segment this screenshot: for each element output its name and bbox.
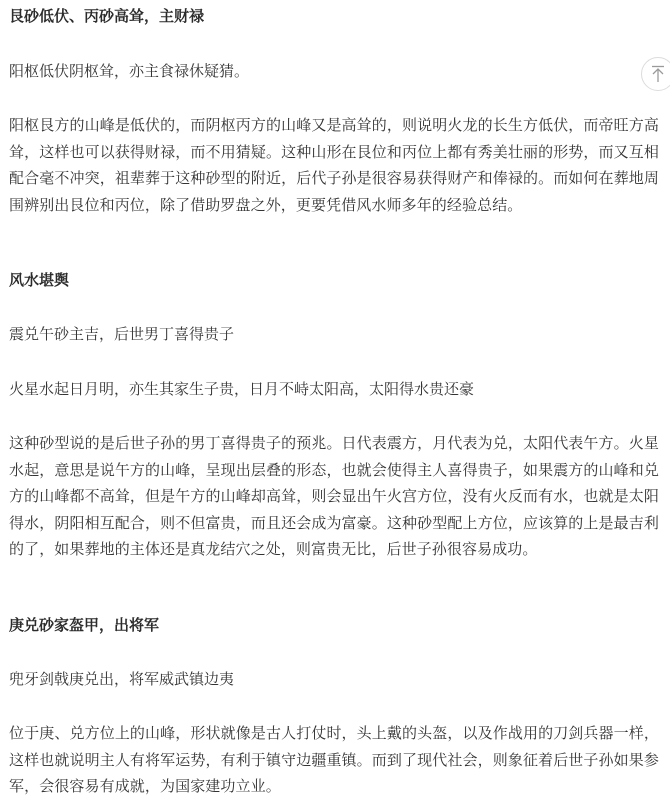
body-paragraph: 位于庚、兑方位上的山峰，形状就像是古人打仗时，头上戴的头盔，以及作战用的刀剑兵器一样，这样也就说明主人有将军运势，有利于镇守边疆重镇。而到了现代社会，则象征着后世子孙如果参军，会很容易有成就，为国家建功立业。 <box>9 724 659 795</box>
verse-line: 阳枢低伏阴枢耸，亦主食禄休疑猜。 <box>9 62 250 80</box>
verse-line: 震兑午砂主吉，后世男丁喜得贵子 <box>9 325 235 343</box>
section-heading: 艮砂低伏、丙砂高耸，主财禄 <box>9 7 205 25</box>
section-heading: 庚兑砂家盔甲，出将军 <box>9 616 160 634</box>
section-heading: 风水堪舆 <box>9 271 70 289</box>
scroll-to-top-button[interactable] <box>641 57 670 91</box>
verse-line: 兜牙剑戟庚兑出，将军威武镇边夷 <box>9 670 235 688</box>
body-paragraph: 阳枢艮方的山峰是低伏的，而阴枢丙方的山峰又是高耸的，则说明火龙的长生方低伏，而帝旺方高耸，这样也可以获得财禄，而不用猜疑。这种山形在艮位和丙位上都有秀美壮丽的形势，而又互相配合毫不冲突，祖辈葬于这种砂型的附近，后代子孙是很容易获得财产和俸禄的。而如何在葬地周围辨别出艮位和丙位，除了借助罗盘之外，更要凭借风水师多年的经验总结。 <box>9 116 659 214</box>
body-paragraph: 这种砂型说的是后世子孙的男丁喜得贵子的预兆。日代表震方，月代表为兑，太阳代表午方。火星水起，意思是说午方的山峰，呈现出层叠的形态，也就会使得主人喜得贵子，如果震方的山峰和兑方的山峰都不高耸，但是午方的山峰却高耸，则会显出午火宫方位，没有火反而有水，也就是太阳得水，阴阳相互配合，则不但富贵，而且还会成为富豪。这种砂型配上方位，应该算的上是最吉利的了，如果葬地的主体还是真龙结穴之处，则富贵无比，后世子孙很容易成功。 <box>9 434 659 558</box>
verse-line: 火星水起日月明，亦生其家生子贵，日月不峙太阳高，太阳得水贵还豪 <box>9 380 475 398</box>
arrow-up-icon <box>650 65 666 83</box>
